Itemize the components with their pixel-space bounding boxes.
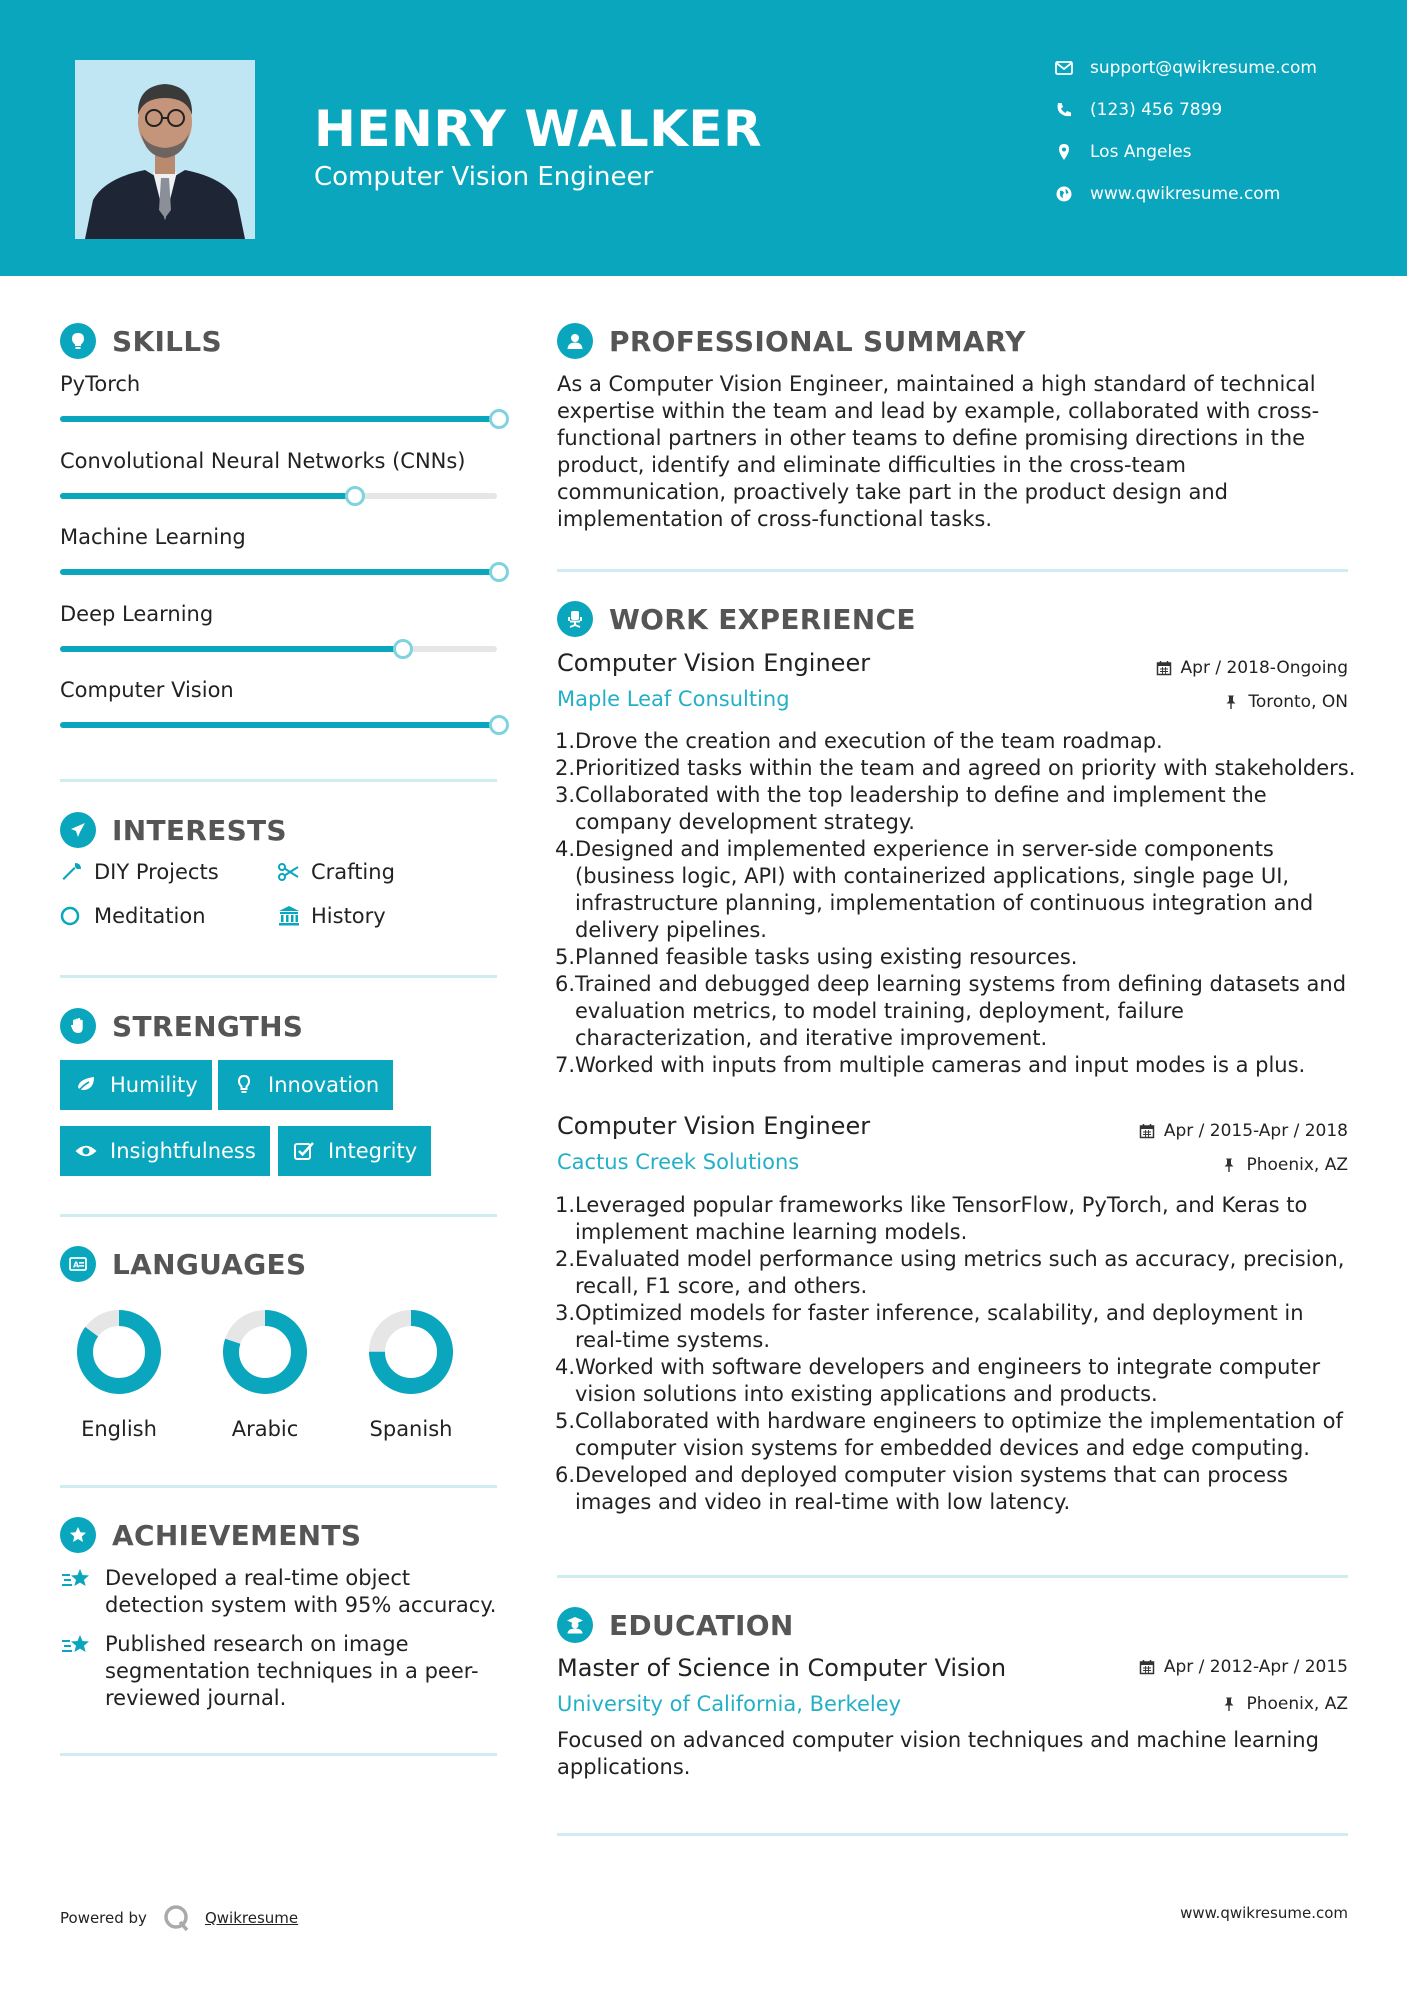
wrench-icon <box>60 860 84 884</box>
skill-label: Deep Learning <box>60 601 214 626</box>
shooting-star-icon <box>60 1563 92 1595</box>
skill-bar-knob <box>345 486 365 506</box>
shooting-star-icon <box>60 1629 92 1661</box>
divider <box>60 975 497 978</box>
qwikresume-link[interactable]: Qwikresume <box>204 1909 299 1927</box>
job-bullet: Collaborated with the top leadership to define and implement the company development strategy. <box>575 783 1267 834</box>
interest-item <box>277 860 395 884</box>
school-name[interactable]: University of California, Berkeley <box>557 1692 902 1716</box>
work-heading <box>557 601 916 637</box>
candidate-role: Computer Vision Engineer <box>314 162 654 192</box>
interest-label: Meditation <box>94 904 206 928</box>
skill-bar-fill <box>60 646 401 652</box>
strength-badge <box>218 1060 393 1110</box>
contact-phone-text: (123) 456 7899 <box>1090 100 1223 120</box>
achievement-item <box>60 1631 510 1712</box>
achievements-title: ACHIEVEMENTS <box>112 1518 362 1552</box>
languages-heading <box>60 1246 306 1282</box>
circle-icon <box>60 904 84 928</box>
museum-icon <box>277 904 301 928</box>
interest-item <box>277 904 386 928</box>
office-chair-icon <box>557 601 593 637</box>
pushpin-icon <box>1221 1157 1237 1173</box>
person-portrait-icon <box>75 60 255 239</box>
strength-label: Innovation <box>268 1073 380 1097</box>
candidate-name: HENRY WALKER <box>314 100 763 158</box>
skill-bar-knob <box>489 562 509 582</box>
strengths-title: STRENGTHS <box>112 1009 304 1043</box>
interest-item <box>60 860 219 884</box>
interest-item <box>60 904 206 928</box>
contact-location-text: Los Angeles <box>1090 142 1192 162</box>
contact-phone[interactable] <box>1054 100 1222 120</box>
skills-heading <box>60 323 222 359</box>
strength-badge <box>60 1126 270 1176</box>
divider <box>60 1485 497 1488</box>
job-bullets <box>557 728 1357 1079</box>
strength-badge <box>278 1126 431 1176</box>
education-dates <box>1139 1657 1348 1677</box>
lightbulb-outline-icon <box>232 1073 256 1097</box>
skill-label: Computer Vision <box>60 678 234 702</box>
qwikresume-logo-icon <box>163 1904 191 1932</box>
calendar-icon <box>1139 1123 1155 1139</box>
job-dates-text: Apr / 2015-Apr / 2018 <box>1163 1121 1348 1141</box>
language-item <box>215 1309 315 1441</box>
job-dates-text: Apr / 2018-Ongoing <box>1180 658 1348 678</box>
skill-bar-fill <box>60 416 497 422</box>
pushpin-icon <box>1221 1696 1237 1712</box>
job-dates <box>1139 1121 1348 1141</box>
footer-website[interactable]: www.qwikresume.com <box>1180 1904 1348 1922</box>
skill-label: Machine Learning <box>60 525 246 549</box>
work-title: WORK EXPERIENCE <box>609 602 916 636</box>
education-text: Focused on advanced computer vision techniques and machine learning applications. <box>557 1728 1319 1779</box>
strength-badge <box>60 1060 212 1110</box>
job-bullet: Worked with inputs from multiple cameras and input modes is a plus. <box>575 1053 1306 1077</box>
job-location <box>1223 692 1348 712</box>
skill-bar <box>60 493 497 499</box>
skill-bar-knob <box>489 409 509 429</box>
languages-title: LANGUAGES <box>112 1247 307 1281</box>
language-donut <box>222 1309 308 1395</box>
language-item <box>69 1309 169 1441</box>
divider <box>60 779 497 782</box>
lightbulb-icon <box>60 323 96 359</box>
job-location <box>1221 1155 1348 1175</box>
map-marker-icon <box>1054 142 1074 162</box>
education-heading <box>557 1607 794 1643</box>
header-banner <box>0 0 1407 276</box>
skill-bar <box>60 416 497 422</box>
language-label: Spanish <box>369 1417 453 1441</box>
achievement-text: Developed a real-time object detection system with 95% accuracy. <box>105 1566 497 1617</box>
contact-email[interactable] <box>1054 58 1317 78</box>
language-label: Arabic <box>231 1417 299 1441</box>
interests-heading <box>60 812 287 848</box>
divider <box>60 1753 497 1756</box>
job-bullet: Evaluated model performance using metrics such as accuracy, precision, recall, F1 score, and others. <box>575 1247 1345 1298</box>
education-title: EDUCATION <box>609 1608 794 1642</box>
skill-label: Convolutional Neural Networks (CNNs) <box>60 448 466 473</box>
calendar-icon <box>1139 1659 1155 1675</box>
job-dates <box>1156 658 1348 678</box>
graduate-icon <box>557 1607 593 1643</box>
job-company[interactable]: Maple Leaf Consulting <box>557 687 790 711</box>
job-bullet: Prioritized tasks within the team and agreed on priority with stakeholders. <box>575 756 1356 780</box>
contact-website-text: www.qwikresume.com <box>1090 184 1281 204</box>
skill-bar-fill <box>60 493 353 499</box>
job-bullet: Optimized models for faster inference, scalability, and deployment in real-time systems. <box>575 1301 1304 1352</box>
interest-label: Crafting <box>311 860 395 884</box>
skill-bar <box>60 569 497 575</box>
job-location-text: Phoenix, AZ <box>1246 1155 1348 1175</box>
skill-bar-knob <box>489 715 509 735</box>
strength-label: Insightfulness <box>110 1139 256 1163</box>
svg-text:A: A <box>73 1260 80 1270</box>
pushpin-icon <box>1223 694 1239 710</box>
calendar-icon <box>1156 660 1172 676</box>
divider <box>557 1833 1348 1836</box>
contact-location <box>1054 142 1192 162</box>
skills-title: SKILLS <box>112 324 222 358</box>
envelope-icon <box>1054 58 1074 78</box>
job-title: Computer Vision Engineer <box>557 649 871 677</box>
language-donut <box>76 1309 162 1395</box>
job-location-text: Toronto, ON <box>1248 692 1348 712</box>
skill-bar <box>60 722 497 728</box>
skill-bar-fill <box>60 569 497 575</box>
language-item <box>361 1309 461 1441</box>
skill-bar-fill <box>60 722 497 728</box>
contact-website[interactable] <box>1054 184 1280 204</box>
achievements-heading <box>60 1517 361 1553</box>
skill-label: PyTorch <box>60 372 141 396</box>
divider <box>557 569 1348 572</box>
skill-bar-knob <box>393 639 413 659</box>
achievement-item <box>60 1565 510 1619</box>
profile-photo <box>75 60 255 239</box>
contact-email-text: support@qwikresume.com <box>1090 58 1317 78</box>
job-bullet: Designed and implemented experience in server-side components (business logic, API) with containerized applications, single page UI, infrastructure planning, implementation of continuous integration and delivery pipelines. <box>575 837 1314 942</box>
job-bullet: Drove the creation and execution of the team roadmap. <box>575 729 1163 753</box>
eye-icon <box>74 1139 98 1163</box>
education-location-text: Phoenix, AZ <box>1246 1694 1348 1714</box>
leaf-icon <box>74 1073 98 1097</box>
language-donut <box>368 1309 454 1395</box>
interest-label: History <box>311 904 386 928</box>
summary-heading <box>557 323 1026 359</box>
globe-icon <box>1054 184 1074 204</box>
language-label: English <box>81 1417 157 1441</box>
skill-bar <box>60 646 497 652</box>
star-badge-icon <box>60 1517 96 1553</box>
divider <box>557 1575 1348 1578</box>
scissors-icon <box>277 860 301 884</box>
paper-plane-icon <box>60 812 96 848</box>
checkbox-icon <box>292 1139 316 1163</box>
user-icon <box>557 323 593 359</box>
interests-title: INTERESTS <box>112 813 287 847</box>
job-bullet: Trained and debugged deep learning systems from defining datasets and evaluation metrics, to model training, deployment, failure characterization, and iterative improvement. <box>575 972 1347 1050</box>
job-company[interactable]: Cactus Creek Solutions <box>557 1150 800 1174</box>
job-bullet: Leveraged popular frameworks like TensorFlow, PyTorch, and Keras to implement machine learning models. <box>575 1193 1308 1244</box>
hand-icon <box>60 1008 96 1044</box>
strength-label: Integrity <box>328 1139 418 1163</box>
job-bullet: Developed and deployed computer vision systems that can process images and video in real-time with low latency. <box>575 1463 1288 1514</box>
job-bullet: Collaborated with hardware engineers to optimize the implementation of computer vision systems for embedded devices and edge computing. <box>575 1409 1343 1460</box>
strengths-heading <box>60 1008 303 1044</box>
interest-label: DIY Projects <box>94 860 219 884</box>
powered-by-text: Powered by <box>60 1909 147 1927</box>
education-dates-text: Apr / 2012-Apr / 2015 <box>1163 1657 1348 1677</box>
divider <box>60 1214 497 1217</box>
phone-icon <box>1054 100 1074 120</box>
job-bullet: Planned feasible tasks using existing resources. <box>575 945 1078 969</box>
achievement-text: Published research on image segmentation techniques in a peer-reviewed journal. <box>105 1632 479 1710</box>
job-title: Computer Vision Engineer <box>557 1112 871 1140</box>
job-bullet: Worked with software developers and engineers to integrate computer vision solutions into existing applications and products. <box>575 1355 1321 1406</box>
summary-text: As a Computer Vision Engineer, maintained a high standard of technical expertise within the team and lead by example, collaborated with cross-functional partners in other teams to define promising directions in the product, identify and eliminate difficulties in the cross-team communication, proactively take part in the product design and implementation of cross-functional tasks. <box>557 372 1320 531</box>
education-location <box>1221 1694 1348 1714</box>
footer-powered <box>60 1904 298 1932</box>
strength-label: Humility <box>110 1073 198 1097</box>
job-bullets <box>557 1192 1357 1516</box>
summary-title: PROFESSIONAL SUMMARY <box>609 324 1026 358</box>
language-card-icon <box>60 1246 96 1282</box>
degree-title: Master of Science in Computer Vision <box>557 1654 1007 1682</box>
